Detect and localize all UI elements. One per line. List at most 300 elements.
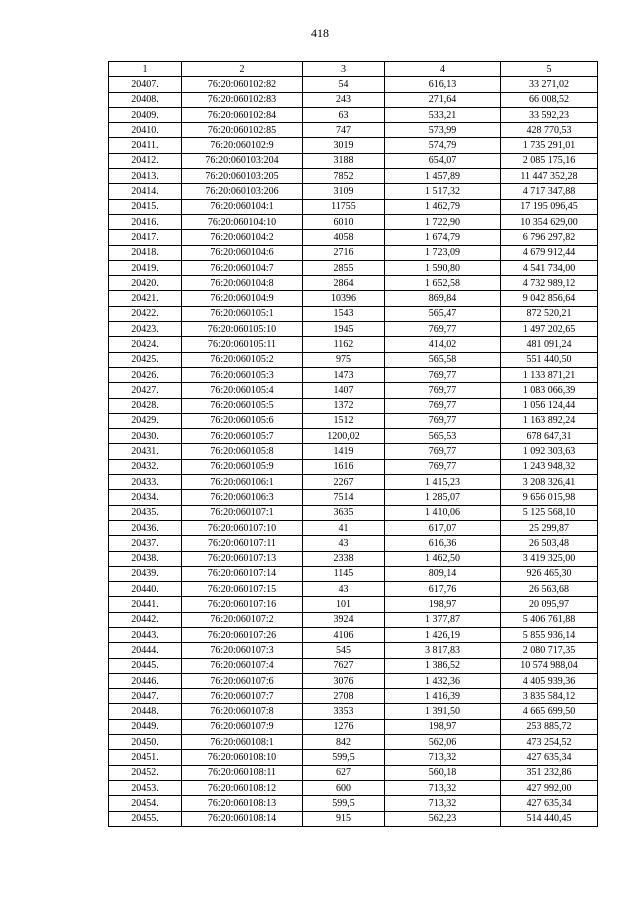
column-header-5: 5 xyxy=(501,62,598,77)
table-row xyxy=(109,138,598,153)
column-header-3: 3 xyxy=(303,62,385,77)
area-cell: 4058 xyxy=(303,230,385,245)
row-number-cell: 20415. xyxy=(109,199,182,214)
row-number-cell: 20439. xyxy=(109,566,182,581)
table-row xyxy=(109,398,598,413)
rate-cell: 1 285,07 xyxy=(385,490,501,505)
table-row xyxy=(109,352,598,367)
value-cell: 26 563,68 xyxy=(501,582,598,597)
row-number-cell: 20449. xyxy=(109,719,182,734)
area-cell: 3353 xyxy=(303,704,385,719)
table-row xyxy=(109,750,598,765)
table-row xyxy=(109,765,598,780)
rate-cell: 1 415,23 xyxy=(385,475,501,490)
table-row xyxy=(109,169,598,184)
rate-cell: 769,77 xyxy=(385,322,501,337)
area-cell: 1616 xyxy=(303,459,385,474)
cadastral-number-cell: 76:20:060105:8 xyxy=(182,444,303,459)
row-number-cell: 20429. xyxy=(109,413,182,428)
value-cell: 2 085 175,16 xyxy=(501,153,598,168)
page-number: 418 xyxy=(311,26,329,40)
value-cell: 33 271,02 xyxy=(501,77,598,92)
row-number-cell: 20455. xyxy=(109,811,182,826)
value-cell: 1 497 202,65 xyxy=(501,322,598,337)
value-cell: 514 440,45 xyxy=(501,811,598,826)
rate-cell: 1 432,36 xyxy=(385,673,501,688)
area-cell: 599,5 xyxy=(303,796,385,811)
value-cell: 5 406 761,88 xyxy=(501,612,598,627)
area-cell: 3635 xyxy=(303,505,385,520)
value-cell: 427 992,00 xyxy=(501,780,598,795)
rate-cell: 654,07 xyxy=(385,153,501,168)
table-row xyxy=(109,520,598,535)
column-header-1: 1 xyxy=(109,62,182,77)
row-number-cell: 20445. xyxy=(109,658,182,673)
table-row xyxy=(109,459,598,474)
area-cell: 1145 xyxy=(303,566,385,581)
header-row xyxy=(109,62,598,77)
rate-cell: 565,53 xyxy=(385,429,501,444)
rate-cell: 1 722,90 xyxy=(385,214,501,229)
value-cell: 926 465,30 xyxy=(501,566,598,581)
area-cell: 43 xyxy=(303,582,385,597)
row-number-cell: 20419. xyxy=(109,260,182,275)
cadastral-number-cell: 76:20:060105:5 xyxy=(182,398,303,413)
rate-cell: 1 462,50 xyxy=(385,551,501,566)
cadastral-number-cell: 76:20:060104:9 xyxy=(182,291,303,306)
area-cell: 41 xyxy=(303,520,385,535)
column-header-2: 2 xyxy=(182,62,303,77)
row-number-cell: 20426. xyxy=(109,367,182,382)
table-row xyxy=(109,551,598,566)
row-number-cell: 20407. xyxy=(109,77,182,92)
table-row xyxy=(109,367,598,382)
row-number-cell: 20418. xyxy=(109,245,182,260)
cadastral-number-cell: 76:20:060105:7 xyxy=(182,429,303,444)
cadastral-number-cell: 76:20:060106:3 xyxy=(182,490,303,505)
row-number-cell: 20453. xyxy=(109,780,182,795)
row-number-cell: 20434. xyxy=(109,490,182,505)
table-row xyxy=(109,673,598,688)
table-row xyxy=(109,735,598,750)
cadastral-number-cell: 76:20:060108:14 xyxy=(182,811,303,826)
table-row xyxy=(109,658,598,673)
area-cell: 599,5 xyxy=(303,750,385,765)
row-number-cell: 20441. xyxy=(109,597,182,612)
row-number-cell: 20447. xyxy=(109,689,182,704)
rate-cell: 1 674,79 xyxy=(385,230,501,245)
cadastral-number-cell: 76:20:060107:16 xyxy=(182,597,303,612)
table-row xyxy=(109,92,598,107)
area-cell: 3109 xyxy=(303,184,385,199)
cadastral-number-cell: 76:20:060107:1 xyxy=(182,505,303,520)
row-number-cell: 20431. xyxy=(109,444,182,459)
cadastral-number-cell: 76:20:060102:85 xyxy=(182,123,303,138)
table-row xyxy=(109,627,598,642)
row-number-cell: 20420. xyxy=(109,276,182,291)
area-cell: 7514 xyxy=(303,490,385,505)
area-cell: 7627 xyxy=(303,658,385,673)
value-cell: 678 647,31 xyxy=(501,429,598,444)
cadastral-number-cell: 76:20:060107:15 xyxy=(182,582,303,597)
cadastral-number-cell: 76:20:060107:10 xyxy=(182,520,303,535)
rate-cell: 809,14 xyxy=(385,566,501,581)
area-cell: 3924 xyxy=(303,612,385,627)
area-cell: 1473 xyxy=(303,367,385,382)
table-row xyxy=(109,413,598,428)
row-number-cell: 20408. xyxy=(109,92,182,107)
rate-cell: 198,97 xyxy=(385,597,501,612)
area-cell: 2338 xyxy=(303,551,385,566)
cadastral-number-cell: 76:20:060105:10 xyxy=(182,322,303,337)
cadastral-number-cell: 76:20:060103:206 xyxy=(182,184,303,199)
table-row xyxy=(109,306,598,321)
row-number-cell: 20425. xyxy=(109,352,182,367)
table-row xyxy=(109,536,598,551)
table-body xyxy=(109,77,598,827)
area-cell: 101 xyxy=(303,597,385,612)
value-cell: 872 520,21 xyxy=(501,306,598,321)
row-number-cell: 20438. xyxy=(109,551,182,566)
table-row xyxy=(109,444,598,459)
rate-cell: 1 426,19 xyxy=(385,627,501,642)
area-cell: 1419 xyxy=(303,444,385,459)
value-cell: 4 717 347,88 xyxy=(501,184,598,199)
value-cell: 2 080 717,35 xyxy=(501,643,598,658)
row-number-cell: 20443. xyxy=(109,627,182,642)
area-cell: 747 xyxy=(303,123,385,138)
rate-cell: 616,36 xyxy=(385,536,501,551)
row-number-cell: 20414. xyxy=(109,184,182,199)
cadastral-number-cell: 76:20:060104:2 xyxy=(182,230,303,245)
value-cell: 4 541 734,00 xyxy=(501,260,598,275)
table-row xyxy=(109,811,598,826)
row-number-cell: 20442. xyxy=(109,612,182,627)
area-cell: 2855 xyxy=(303,260,385,275)
rate-cell: 617,07 xyxy=(385,520,501,535)
row-number-cell: 20423. xyxy=(109,322,182,337)
rate-cell: 573,99 xyxy=(385,123,501,138)
value-cell: 253 885,72 xyxy=(501,719,598,734)
cadastral-number-cell: 76:20:060105:4 xyxy=(182,383,303,398)
value-cell: 9 042 856,64 xyxy=(501,291,598,306)
area-cell: 1200,02 xyxy=(303,429,385,444)
area-cell: 2267 xyxy=(303,475,385,490)
row-number-cell: 20454. xyxy=(109,796,182,811)
rate-cell: 769,77 xyxy=(385,398,501,413)
value-cell: 551 440,50 xyxy=(501,352,598,367)
rate-cell: 1 410,06 xyxy=(385,505,501,520)
row-number-cell: 20427. xyxy=(109,383,182,398)
table-row xyxy=(109,429,598,444)
area-cell: 54 xyxy=(303,77,385,92)
value-cell: 4 665 699,50 xyxy=(501,704,598,719)
value-cell: 4 405 939,36 xyxy=(501,673,598,688)
row-number-cell: 20410. xyxy=(109,123,182,138)
area-cell: 975 xyxy=(303,352,385,367)
cadastral-number-cell: 76:20:060102:84 xyxy=(182,107,303,122)
table-row xyxy=(109,704,598,719)
rate-cell: 1 723,09 xyxy=(385,245,501,260)
row-number-cell: 20444. xyxy=(109,643,182,658)
cadastral-number-cell: 76:20:060105:3 xyxy=(182,367,303,382)
value-cell: 1 243 948,32 xyxy=(501,459,598,474)
area-cell: 1372 xyxy=(303,398,385,413)
table-row xyxy=(109,230,598,245)
cadastral-number-cell: 76:20:060107:13 xyxy=(182,551,303,566)
value-cell: 1 163 892,24 xyxy=(501,413,598,428)
value-cell: 11 447 352,28 xyxy=(501,169,598,184)
cadastral-number-cell: 76:20:060105:11 xyxy=(182,337,303,352)
area-cell: 2708 xyxy=(303,689,385,704)
table-row xyxy=(109,214,598,229)
value-cell: 1 056 124,44 xyxy=(501,398,598,413)
row-number-cell: 20435. xyxy=(109,505,182,520)
row-number-cell: 20451. xyxy=(109,750,182,765)
column-header-4: 4 xyxy=(385,62,501,77)
rate-cell: 271,64 xyxy=(385,92,501,107)
cadastral-number-cell: 76:20:060106:1 xyxy=(182,475,303,490)
rate-cell: 1 590,80 xyxy=(385,260,501,275)
table-row xyxy=(109,153,598,168)
value-cell: 4 732 989,12 xyxy=(501,276,598,291)
area-cell: 1407 xyxy=(303,383,385,398)
area-cell: 11755 xyxy=(303,199,385,214)
row-number-cell: 20437. xyxy=(109,536,182,551)
area-cell: 6010 xyxy=(303,214,385,229)
rate-cell: 565,47 xyxy=(385,306,501,321)
area-cell: 3188 xyxy=(303,153,385,168)
area-cell: 1512 xyxy=(303,413,385,428)
cadastral-number-cell: 76:20:060103:205 xyxy=(182,169,303,184)
area-cell: 7852 xyxy=(303,169,385,184)
area-cell: 1276 xyxy=(303,719,385,734)
rate-cell: 198,97 xyxy=(385,719,501,734)
value-cell: 3 419 325,00 xyxy=(501,551,598,566)
cadastral-number-cell: 76:20:060107:3 xyxy=(182,643,303,658)
rate-cell: 713,32 xyxy=(385,796,501,811)
row-number-cell: 20450. xyxy=(109,735,182,750)
area-cell: 1162 xyxy=(303,337,385,352)
rate-cell: 562,06 xyxy=(385,735,501,750)
rate-cell: 769,77 xyxy=(385,367,501,382)
table-row xyxy=(109,566,598,581)
cadastral-number-cell: 76:20:060107:7 xyxy=(182,689,303,704)
table-row xyxy=(109,245,598,260)
row-number-cell: 20421. xyxy=(109,291,182,306)
table-row xyxy=(109,612,598,627)
area-cell: 545 xyxy=(303,643,385,658)
table-row xyxy=(109,123,598,138)
cadastral-number-cell: 76:20:060107:26 xyxy=(182,627,303,642)
value-cell: 26 503,48 xyxy=(501,536,598,551)
table-row xyxy=(109,780,598,795)
row-number-cell: 20430. xyxy=(109,429,182,444)
cadastral-number-cell: 76:20:060104:6 xyxy=(182,245,303,260)
area-cell: 243 xyxy=(303,92,385,107)
area-cell: 627 xyxy=(303,765,385,780)
cadastral-number-cell: 76:20:060104:1 xyxy=(182,199,303,214)
cadastral-number-cell: 76:20:060104:8 xyxy=(182,276,303,291)
row-number-cell: 20436. xyxy=(109,520,182,535)
table-row xyxy=(109,107,598,122)
table-row xyxy=(109,276,598,291)
row-number-cell: 20432. xyxy=(109,459,182,474)
value-cell: 481 091,24 xyxy=(501,337,598,352)
rate-cell: 869,84 xyxy=(385,291,501,306)
cadastral-number-cell: 76:20:060105:9 xyxy=(182,459,303,474)
value-cell: 3 208 326,41 xyxy=(501,475,598,490)
table-row xyxy=(109,199,598,214)
value-cell: 351 232,86 xyxy=(501,765,598,780)
table-row xyxy=(109,643,598,658)
value-cell: 33 592,23 xyxy=(501,107,598,122)
rate-cell: 1 517,32 xyxy=(385,184,501,199)
area-cell: 3076 xyxy=(303,673,385,688)
cadastral-number-cell: 76:20:060107:2 xyxy=(182,612,303,627)
cadastral-number-cell: 76:20:060105:6 xyxy=(182,413,303,428)
row-number-cell: 20424. xyxy=(109,337,182,352)
value-cell: 1 083 066,39 xyxy=(501,383,598,398)
row-number-cell: 20448. xyxy=(109,704,182,719)
rate-cell: 562,23 xyxy=(385,811,501,826)
table-row xyxy=(109,260,598,275)
cadastral-number-cell: 76:20:060103:204 xyxy=(182,153,303,168)
area-cell: 43 xyxy=(303,536,385,551)
value-cell: 3 835 584,12 xyxy=(501,689,598,704)
value-cell: 1 133 871,21 xyxy=(501,367,598,382)
value-cell: 4 679 912,44 xyxy=(501,245,598,260)
cadastral-number-cell: 76:20:060107:14 xyxy=(182,566,303,581)
area-cell: 10396 xyxy=(303,291,385,306)
area-cell: 842 xyxy=(303,735,385,750)
rate-cell: 1 416,39 xyxy=(385,689,501,704)
row-number-cell: 20428. xyxy=(109,398,182,413)
cadastral-number-cell: 76:20:060108:10 xyxy=(182,750,303,765)
table-row xyxy=(109,490,598,505)
row-number-cell: 20446. xyxy=(109,673,182,688)
rate-cell: 1 652,58 xyxy=(385,276,501,291)
cadastral-number-cell: 76:20:060107:8 xyxy=(182,704,303,719)
cadastral-number-cell: 76:20:060108:12 xyxy=(182,780,303,795)
rate-cell: 769,77 xyxy=(385,413,501,428)
cadastral-number-cell: 76:20:060107:9 xyxy=(182,719,303,734)
value-cell: 10 354 629,00 xyxy=(501,214,598,229)
rate-cell: 3 817,83 xyxy=(385,643,501,658)
rate-cell: 560,18 xyxy=(385,765,501,780)
value-cell: 1 735 291,01 xyxy=(501,138,598,153)
area-cell: 3019 xyxy=(303,138,385,153)
area-cell: 1543 xyxy=(303,306,385,321)
rate-cell: 565,58 xyxy=(385,352,501,367)
value-cell: 5 125 568,10 xyxy=(501,505,598,520)
cadastral-number-cell: 76:20:060108:1 xyxy=(182,735,303,750)
rate-cell: 1 386,52 xyxy=(385,658,501,673)
area-cell: 63 xyxy=(303,107,385,122)
row-number-cell: 20412. xyxy=(109,153,182,168)
area-cell: 2864 xyxy=(303,276,385,291)
table-row xyxy=(109,719,598,734)
table-row xyxy=(109,796,598,811)
area-cell: 4106 xyxy=(303,627,385,642)
rate-cell: 1 391,50 xyxy=(385,704,501,719)
table-row xyxy=(109,184,598,199)
rate-cell: 617,76 xyxy=(385,582,501,597)
cadastral-number-cell: 76:20:060104:7 xyxy=(182,260,303,275)
value-cell: 10 574 988,04 xyxy=(501,658,598,673)
rate-cell: 769,77 xyxy=(385,459,501,474)
cadastral-number-cell: 76:20:060105:1 xyxy=(182,306,303,321)
cadastral-number-cell: 76:20:060107:11 xyxy=(182,536,303,551)
value-cell: 5 855 936,14 xyxy=(501,627,598,642)
cadastral-number-cell: 76:20:060107:4 xyxy=(182,658,303,673)
rate-cell: 769,77 xyxy=(385,383,501,398)
value-cell: 25 299,87 xyxy=(501,520,598,535)
row-number-cell: 20417. xyxy=(109,230,182,245)
rate-cell: 1 457,89 xyxy=(385,169,501,184)
rate-cell: 1 377,87 xyxy=(385,612,501,627)
value-cell: 473 254,52 xyxy=(501,735,598,750)
rate-cell: 713,32 xyxy=(385,750,501,765)
cadastral-number-cell: 76:20:060108:13 xyxy=(182,796,303,811)
table-row xyxy=(109,291,598,306)
table-row xyxy=(109,383,598,398)
cadastral-number-cell: 76:20:060104:10 xyxy=(182,214,303,229)
table-row xyxy=(109,475,598,490)
value-cell: 6 796 297,82 xyxy=(501,230,598,245)
value-cell: 1 092 303,63 xyxy=(501,444,598,459)
row-number-cell: 20416. xyxy=(109,214,182,229)
table-row xyxy=(109,77,598,92)
row-number-cell: 20422. xyxy=(109,306,182,321)
rate-cell: 574,79 xyxy=(385,138,501,153)
row-number-cell: 20413. xyxy=(109,169,182,184)
rate-cell: 769,77 xyxy=(385,444,501,459)
data-table xyxy=(108,61,598,827)
row-number-cell: 20409. xyxy=(109,107,182,122)
rate-cell: 616,13 xyxy=(385,77,501,92)
value-cell: 66 008,52 xyxy=(501,92,598,107)
area-cell: 915 xyxy=(303,811,385,826)
table-row xyxy=(109,597,598,612)
row-number-cell: 20433. xyxy=(109,475,182,490)
rate-cell: 414,02 xyxy=(385,337,501,352)
table-row xyxy=(109,505,598,520)
cadastral-number-cell: 76:20:060108:11 xyxy=(182,765,303,780)
cadastral-number-cell: 76:20:060102:83 xyxy=(182,92,303,107)
row-number-cell: 20440. xyxy=(109,582,182,597)
cadastral-number-cell: 76:20:060102:82 xyxy=(182,77,303,92)
value-cell: 427 635,34 xyxy=(501,750,598,765)
table-row xyxy=(109,582,598,597)
value-cell: 427 635,34 xyxy=(501,796,598,811)
rate-cell: 533,21 xyxy=(385,107,501,122)
row-number-cell: 20452. xyxy=(109,765,182,780)
area-cell: 2716 xyxy=(303,245,385,260)
value-cell: 9 656 015,98 xyxy=(501,490,598,505)
table-row xyxy=(109,337,598,352)
area-cell: 1945 xyxy=(303,322,385,337)
rate-cell: 1 462,79 xyxy=(385,199,501,214)
table-row xyxy=(109,689,598,704)
rate-cell: 713,32 xyxy=(385,780,501,795)
cadastral-number-cell: 76:20:060102:9 xyxy=(182,138,303,153)
cadastral-number-cell: 76:20:060107:6 xyxy=(182,673,303,688)
value-cell: 17 195 096,45 xyxy=(501,199,598,214)
value-cell: 428 770,53 xyxy=(501,123,598,138)
value-cell: 20 095,97 xyxy=(501,597,598,612)
row-number-cell: 20411. xyxy=(109,138,182,153)
